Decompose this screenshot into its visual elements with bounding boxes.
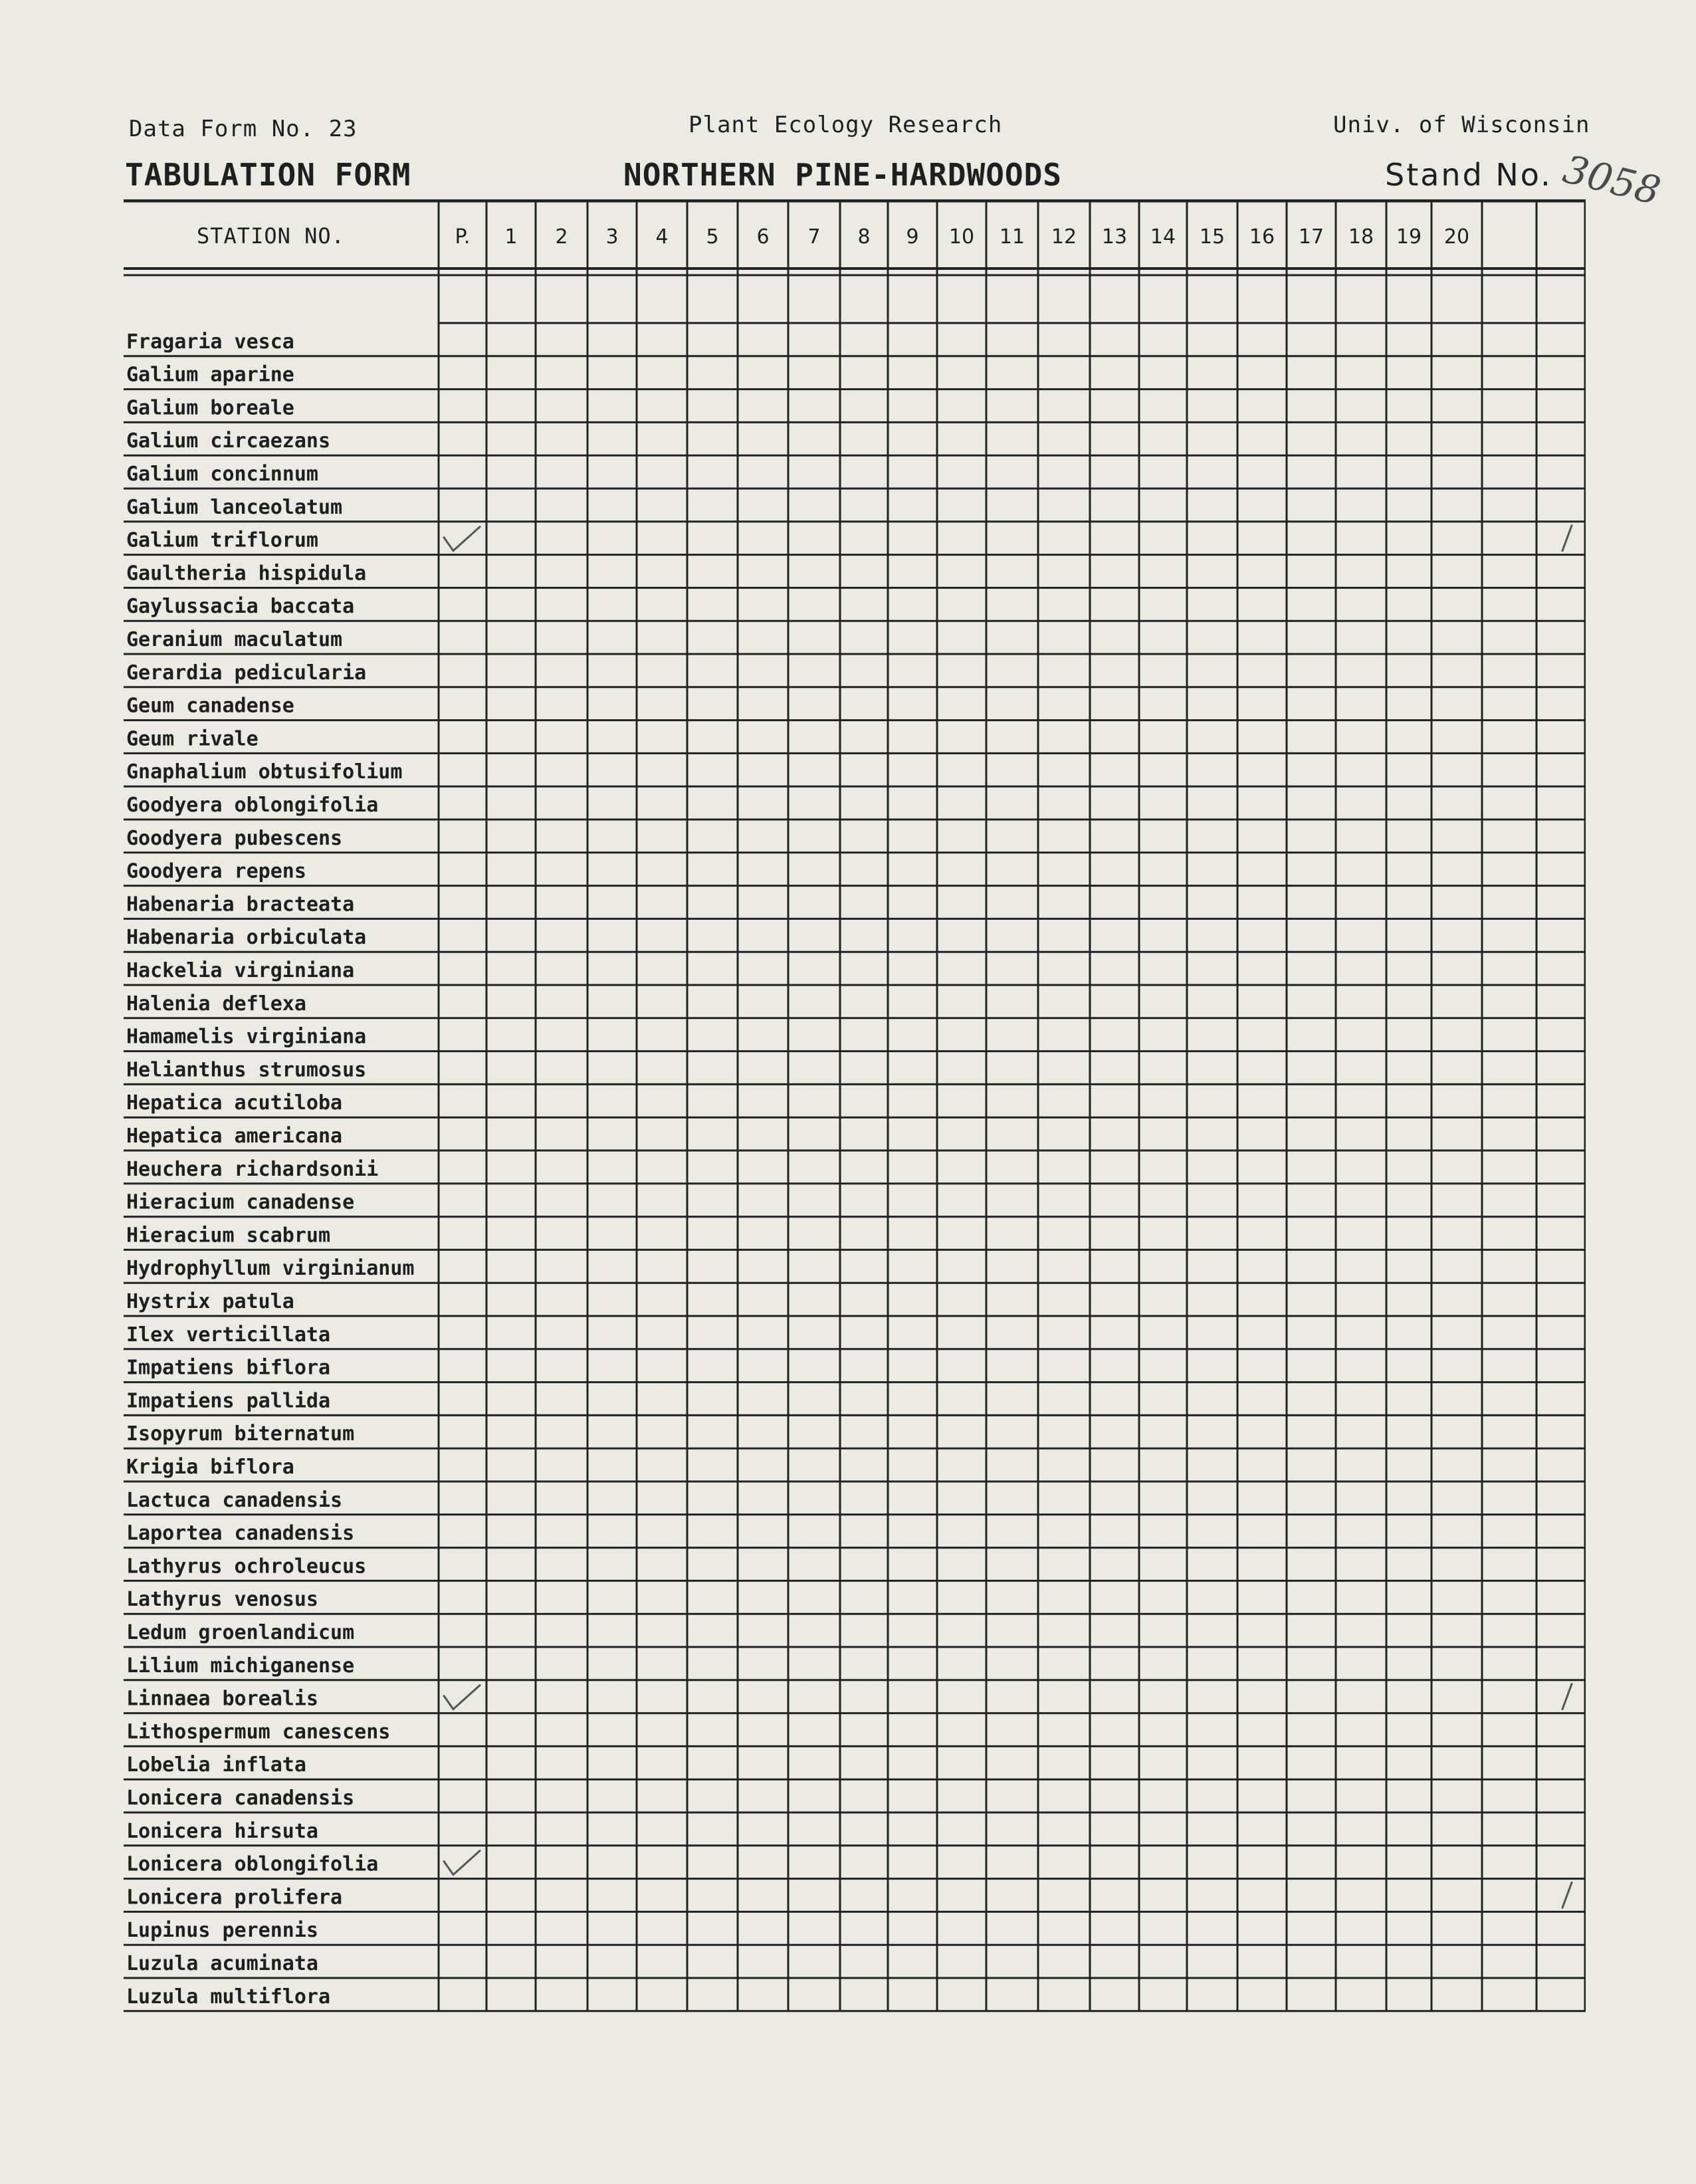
column-header: 2	[555, 225, 568, 249]
species-label: Galium aparine	[126, 363, 294, 387]
species-label: Lonicera hirsuta	[126, 1819, 318, 1843]
species-label: Habenaria bracteata	[126, 893, 355, 917]
column-header: 7	[807, 225, 821, 249]
column-header: 11	[999, 225, 1025, 249]
column-header: 10	[948, 225, 975, 249]
stand-number-handwritten: 3058	[1558, 146, 1665, 214]
species-label: Galium boreale	[126, 396, 294, 420]
column-header: 17	[1298, 225, 1325, 249]
species-label: Krigia biflora	[126, 1456, 294, 1479]
species-label: Luzula acuminata	[126, 1952, 318, 1975]
check-mark-icon	[444, 1851, 480, 1875]
species-label: Hackelia virginiana	[126, 959, 355, 982]
check-mark-icon	[444, 527, 480, 551]
tally-mark-icon	[1562, 526, 1572, 551]
species-label: Lithospermum canescens	[126, 1720, 391, 1744]
column-header: 15	[1199, 225, 1225, 249]
species-label: Galium triflorum	[126, 528, 318, 552]
column-header: 9	[906, 225, 919, 249]
species-label: Lonicera canadensis	[126, 1787, 355, 1810]
species-label: Gerardia pedicularia	[126, 661, 367, 685]
tabulation-grid	[124, 199, 1586, 2020]
species-label: Goodyera pubescens	[126, 826, 343, 850]
species-label: Lathyrus venosus	[126, 1588, 318, 1612]
species-label: Lathyrus ochroleucus	[126, 1555, 367, 1579]
species-label: Fragaria vesca	[126, 330, 294, 354]
species-label: Galium concinnum	[126, 463, 318, 486]
column-header: 4	[655, 225, 669, 249]
column-header: 18	[1348, 225, 1374, 249]
species-label: Hepatica acutiloba	[126, 1091, 343, 1115]
species-label: Lilium michiganense	[126, 1654, 355, 1678]
university-name: Univ. of Wisconsin	[1333, 112, 1590, 138]
grid-drawing	[124, 199, 1586, 2020]
species-label: Geranium maculatum	[126, 628, 343, 651]
species-label: Hieracium canadense	[126, 1190, 355, 1214]
species-label: Lobelia inflata	[126, 1753, 306, 1777]
column-header: 6	[756, 225, 770, 249]
stand-number-label: Stand No.	[1385, 157, 1552, 193]
species-label: Halenia deflexa	[126, 992, 306, 1016]
species-label: Luzula multiflora	[126, 1985, 331, 2009]
species-label: Gaultheria hispidula	[126, 562, 367, 586]
column-header: 3	[605, 225, 619, 249]
form-number: Data Form No. 23	[129, 116, 358, 142]
species-label: Isopyrum biternatum	[126, 1422, 355, 1446]
species-label: Geum canadense	[126, 694, 294, 718]
column-header: 13	[1101, 225, 1128, 249]
column-header: 5	[706, 225, 719, 249]
station-number-label: STATION NO.	[197, 223, 345, 249]
check-mark-icon	[444, 1686, 480, 1709]
species-label: Hydrophyllum virginianum	[126, 1257, 415, 1281]
column-header: 1	[504, 225, 518, 249]
tally-mark-icon	[1562, 1684, 1572, 1709]
species-label: Lonicera prolifera	[126, 1886, 343, 1910]
species-label: Hepatica americana	[126, 1125, 343, 1148]
tally-mark-icon	[1562, 1882, 1572, 1908]
species-label: Helianthus strumosus	[126, 1058, 367, 1082]
column-header: 20	[1443, 225, 1470, 249]
species-label: Ledum groenlandicum	[126, 1621, 355, 1644]
species-label: Linnaea borealis	[126, 1687, 318, 1711]
column-header: 16	[1249, 225, 1275, 249]
species-label: Lonicera oblongifolia	[126, 1852, 379, 1876]
species-label: Galium lanceolatum	[126, 495, 343, 519]
species-label: Heuchera richardsonii	[126, 1157, 379, 1181]
species-label: Hystrix patula	[126, 1290, 294, 1313]
column-header: 14	[1150, 225, 1176, 249]
species-label: Lupinus perennis	[126, 1919, 318, 1943]
species-label: Goodyera repens	[126, 859, 306, 883]
species-label: Impatiens pallida	[126, 1389, 331, 1413]
species-label: Laportea canadensis	[126, 1521, 355, 1545]
column-header: 12	[1051, 225, 1077, 249]
form-title: TABULATION FORM	[125, 157, 411, 193]
species-label: Lactuca canadensis	[126, 1488, 343, 1512]
species-label: Habenaria orbiculata	[126, 926, 367, 950]
species-label: Galium circaezans	[126, 429, 331, 453]
species-label: Hieracium scabrum	[126, 1224, 331, 1248]
species-label: Gnaphalium obtusifolium	[126, 760, 403, 784]
species-label: Gaylussacia baccata	[126, 595, 355, 619]
research-program: Plant Ecology Research	[689, 112, 1003, 138]
column-header: 8	[857, 225, 871, 249]
species-label: Ilex verticillata	[126, 1323, 331, 1347]
species-label: Impatiens biflora	[126, 1356, 331, 1380]
species-label: Geum rivale	[126, 727, 259, 751]
species-label: Hamamelis virginiana	[126, 1025, 367, 1049]
species-label: Goodyera oblongifolia	[126, 794, 379, 817]
column-header: 19	[1396, 225, 1422, 249]
column-header: P.	[455, 225, 471, 249]
forest-type-title: NORTHERN PINE-HARDWOODS	[623, 157, 1062, 193]
